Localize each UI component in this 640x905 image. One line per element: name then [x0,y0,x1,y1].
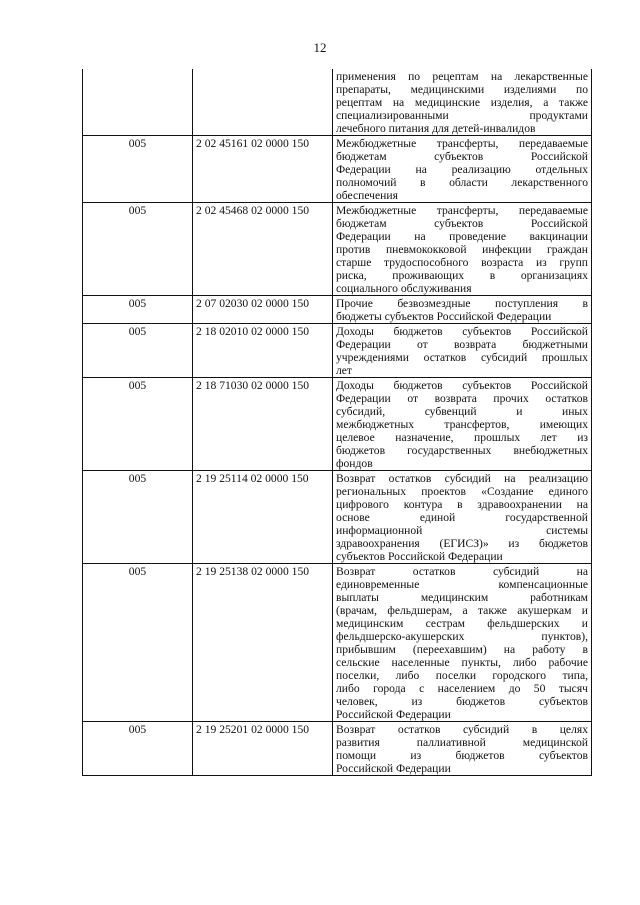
revenue-name-cell [333,564,592,722]
description-line: лечебного питания для детей-инвалидов [336,122,536,135]
description-line: целевое назначение, прошлых лет из [336,431,588,444]
description-line: риска, проживающих в организациях [336,269,588,282]
page-number: 12 [313,40,327,55]
description-line: бюджеты субъектов Российской Федерации [336,310,552,323]
description-line: Федерации от возврата прочих остатков [336,392,588,405]
admin-code-cell: 005 [83,471,193,564]
description-line: рецептам на медицинские изделия, а также [336,96,588,109]
description-line: развития паллиативной медицинской [336,736,588,749]
revenue-code-cell: 2 07 02030 02 0000 150 [193,296,333,324]
revenue-name-cell [333,203,592,296]
revenue-code-cell: 2 02 45468 02 0000 150 [193,203,333,296]
table-row [83,203,592,296]
description-line: прибывшим (переехавшим) на работу в [336,643,588,656]
table-row [83,136,592,203]
admin-code-cell: 005 [83,203,193,296]
table-row [83,564,592,722]
budget-classification-table [82,69,592,776]
description-line: фельдшерско-акушерских пунктов), [336,630,588,643]
revenue-code-cell: 2 19 25201 02 0000 150 [193,722,333,776]
description-line: обеспечения [336,189,398,202]
revenue-code-cell: 2 19 25114 02 0000 150 [193,471,333,564]
revenue-code-cell [193,69,333,136]
description-line: Доходы бюджетов субъектов Российской [336,325,588,338]
description-line: специализированными продуктами [336,109,588,122]
description-line: поселки, либо поселки городского типа, [336,669,588,682]
description-line: бюджетам субъектов Российской [336,150,588,163]
description-line: основе единой государственной [336,511,588,524]
admin-code-cell: 005 [83,722,193,776]
description-line: старше трудоспособного возраста из групп [336,256,588,269]
revenue-code-cell: 2 19 25138 02 0000 150 [193,564,333,722]
description-line: против пневмококковой инфекции граждан [336,243,588,256]
description-line: сельские населенные пункты, либо рабочие [336,656,588,669]
description-line: единовременные компенсационные [336,578,588,591]
table-row [83,378,592,471]
table-body [83,69,592,776]
description-line: учреждениями остатков субсидий прошлых [336,351,588,364]
revenue-name-cell [333,324,592,378]
admin-code-cell: 005 [83,324,193,378]
description-line: субъектов Российской Федерации [336,550,503,563]
description-line: социального обслуживания [336,282,472,295]
description-line: выплаты медицинским работникам [336,591,588,604]
table-row [83,324,592,378]
description-line: Возврат остатков субсидий в целях [336,723,588,736]
description-line: межбюджетных трансфертов, имеющих [336,418,588,431]
revenue-name-cell [333,136,592,203]
description-line: применения по рецептам на лекарственные [336,70,588,83]
description-line: здравоохранения (ЕГИСЗ)» из бюджетов [336,537,588,550]
description-line: Межбюджетные трансферты, передаваемые [336,137,588,150]
revenue-code-cell: 2 02 45161 02 0000 150 [193,136,333,203]
revenue-name-cell [333,296,592,324]
description-line: (врачам, фельдшерам, а также акушеркам и [336,604,588,617]
admin-code-cell [83,69,193,136]
table-row [83,722,592,776]
description-line: Межбюджетные трансферты, передаваемые [336,204,588,217]
description-line: Федерации от возврата бюджетными [336,338,588,351]
revenue-name-cell [333,471,592,564]
description-line: субсидий, субвенций и иных [336,405,588,418]
description-line: Доходы бюджетов субъектов Российской [336,379,588,392]
admin-code-cell: 005 [83,296,193,324]
description-line: бюджетам субъектов Российской [336,217,588,230]
revenue-name-cell [333,69,592,136]
description-line: Федерации на реализацию отдельных [336,163,588,176]
table-row [83,296,592,324]
description-line: Возврат остатков субсидий на реализацию [336,472,588,485]
admin-code-cell: 005 [83,378,193,471]
description-line: Федерации на проведение вакцинации [336,230,588,243]
description-line: препараты, медицинскими изделиями по [336,83,588,96]
revenue-code-cell: 2 18 71030 02 0000 150 [193,378,333,471]
admin-code-cell: 005 [83,136,193,203]
table-row [83,69,592,136]
description-line: информационной системы [336,524,588,537]
admin-code-cell: 005 [83,564,193,722]
description-line: Возврат остатков субсидий на [336,565,588,578]
description-line: бюджетов государственных внебюджетных [336,444,588,457]
description-line: медицинским сестрам фельдшерских и [336,617,588,630]
revenue-name-cell [333,378,592,471]
description-line: лет [336,364,352,377]
table-row [83,471,592,564]
description-line: человек, из бюджетов субъектов [336,695,588,708]
description-line: Прочие безвозмездные поступления в [336,297,588,310]
revenue-code-cell: 2 18 02010 02 0000 150 [193,324,333,378]
description-line: полномочий в области лекарственного [336,176,588,189]
description-line: Российской Федерации [336,708,451,721]
description-line: либо города с населением до 50 тысяч [336,682,588,695]
description-line: цифрового контура в здравоохранении на [336,498,588,511]
description-line: помощи из бюджетов субъектов [336,749,588,762]
revenue-name-cell [333,722,592,776]
description-line: фондов [336,457,373,470]
description-line: Российской Федерации [336,762,451,775]
description-line: региональных проектов «Создание единого [336,485,588,498]
